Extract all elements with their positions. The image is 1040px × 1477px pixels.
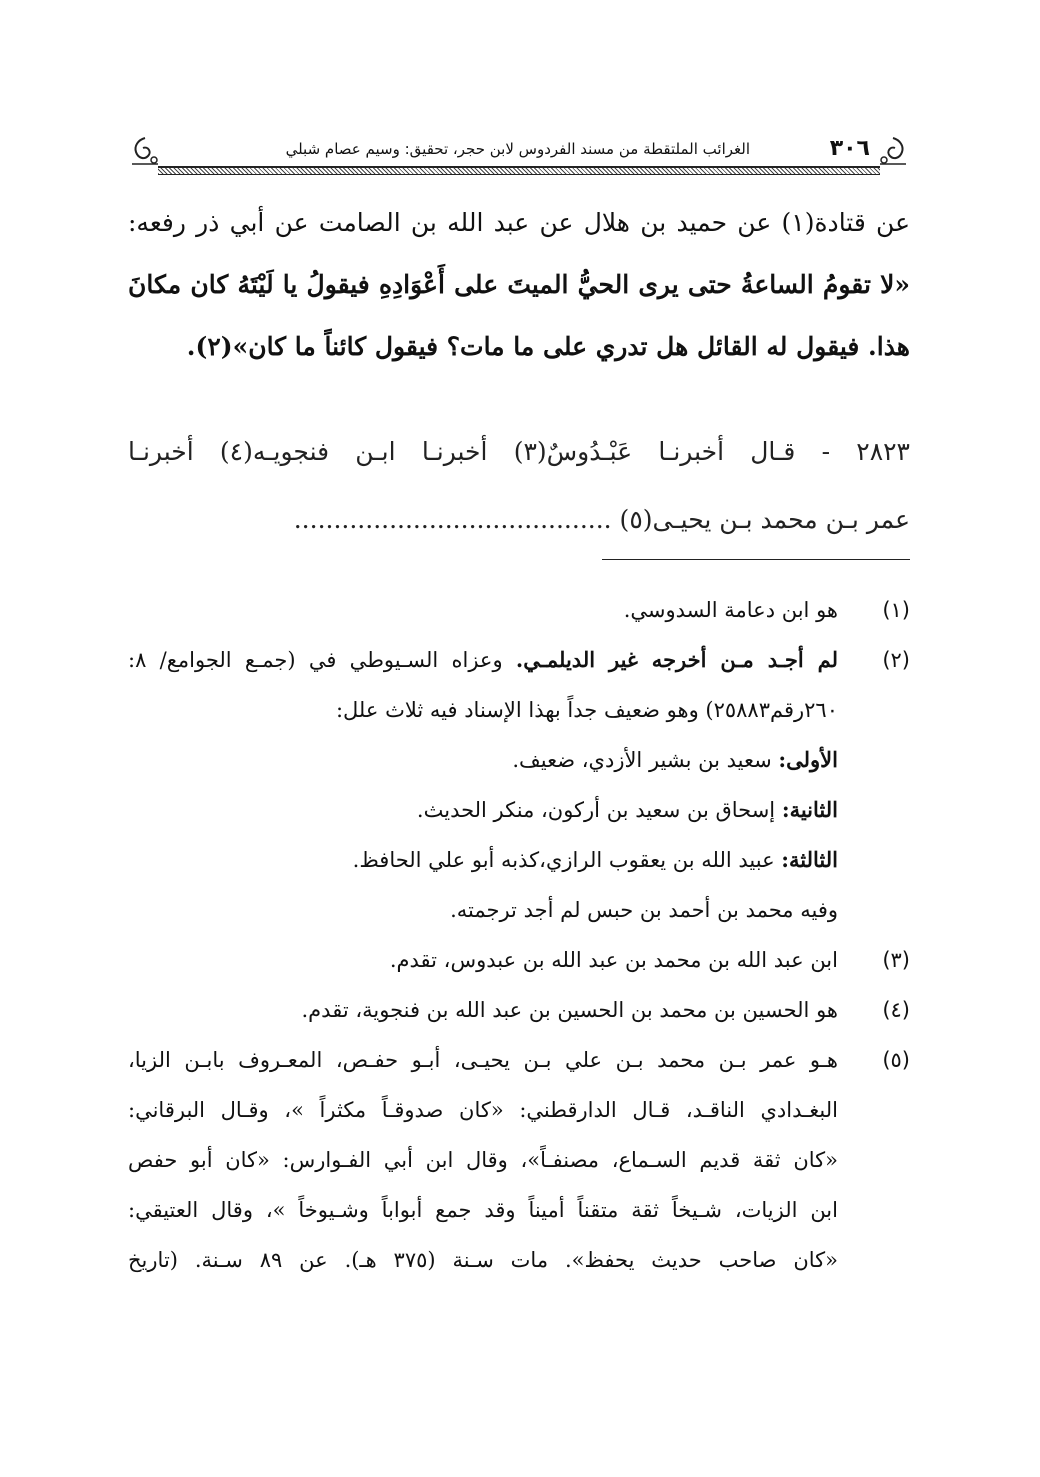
page-header: [128, 132, 910, 176]
footnote-number: (٢): [882, 648, 910, 672]
footnotes: [128, 585, 910, 1285]
footnote-line: الأولى: سعيد بن بشير الأزدي، ضعيف.: [512, 747, 838, 772]
footnote-number: (٤): [882, 998, 910, 1022]
footnote-5: [128, 1035, 910, 1285]
footnote-keyword: الثانية:: [781, 797, 838, 822]
footnote-line: هـو عمر بـن محمد بـن علي بـن يحيـى، أبـو حفـص، المعـروف بابـن الزيا،: [128, 1048, 838, 1072]
footnote-line: ٢٦٠رقم٢٥٨٨٣) وهو ضعيف جداً بهذا الإسناد فيه ثلاث علل:: [335, 698, 838, 722]
page-number: ٣٠٦: [829, 136, 870, 161]
footnote-line: «كان ثقة قديم السـماع، مصنفـاً»، وقال ابن أبي الفـوارس: «كان أبو حفص: [128, 1148, 838, 1172]
text-line-hadith: هذا. فيقول له القائل هل تدري على ما مات؟ فيقول كائناً ما كان»(٢).: [186, 332, 910, 361]
footnote-4: [128, 985, 910, 1035]
footnote-2: [128, 635, 910, 935]
hadith-text: [128, 192, 910, 378]
footnote-line: ابن عبد الله بن محمد بن عبد الله بن عبدوس، تقدم.: [389, 948, 838, 972]
footnote-line: الثالثة: عبيد الله بن يعقوب الرازي،كذبه أبو علي الحافظ.: [352, 847, 838, 872]
running-title: الغرائب الملتقطة من مسند الفردوس لابن حجر، تحقيق: وسيم عصام شبلي: [285, 140, 750, 158]
isnad-line: ٢٨٢٣ - قـال أخبرنـا عَبْـدُوسٌ(٣) أخبرنـا ابـن فنجويـه(٤) أخبرنـا: [128, 437, 910, 466]
footnote-keyword: الثالثة:: [781, 847, 838, 872]
footnote-line: ابن الزيات، شـيخاً ثقة متقناً أميناً وقد جمع أبواباً وشـيوخاً »، وقال العتيقي:: [128, 1198, 838, 1222]
footnote-1: [128, 585, 910, 635]
header-rule: [158, 166, 880, 175]
footnote-line: البغـدادي الناقـد، قـال الدارقطني: «كان صدوقـاً مكثراً »، وقـال البرقاني:: [128, 1098, 838, 1122]
footnote-keyword: لم أجـد مـن أخرجه غير الديلمـي.: [515, 647, 838, 672]
footnote-number: (٥): [882, 1048, 910, 1072]
footnote-line: «كان صاحب حديث يحفظ». مات سـنة (٣٧٥ هـ). عن ٨٩ سـنة. (تاريخ: [128, 1248, 838, 1272]
ornament-left-icon: [128, 134, 162, 168]
footnote-line: لم أجـد مـن أخرجه غير الديلمـي. وعزاه السـيوطي في (جمـع الجوامع/ ٨:: [128, 647, 838, 672]
text-line: عن قتادة(١) عن حميد بن هلال عن عبد الله بن الصامت عن أبي ذر رفعه:: [128, 208, 910, 237]
footnote-line: الثانية: إسحاق بن سعيد بن أركون، منكر الحديث.: [416, 797, 838, 822]
ornament-right-icon: [876, 134, 910, 168]
footnote-keyword: الأولى:: [778, 747, 838, 772]
footnote-number: (١): [882, 598, 910, 622]
footnote-line: وفيه محمد بن أحمد بن حبس لم أجد ترجمته.: [450, 898, 838, 922]
text-line-hadith: «لا تقومُ الساعةُ حتى يرى الحيُّ الميتَ على أَعْوَادِهِ فيقولُ يا لَيْتَهُ كان مكانَ: [128, 270, 910, 299]
footnote-number: (٣): [882, 948, 910, 972]
hadith-entry-2823: [128, 418, 910, 554]
footnote-line: هو الحسين بن محمد بن الحسين بن عبد الله بن فنجوية، تقدم.: [301, 998, 838, 1022]
footnote-line: هو ابن دعامة السدوسي.: [623, 598, 838, 622]
isnad-line: عمر بـن محمد بـن يحيـى(٥) ........................................: [293, 505, 910, 534]
footnote-separator: [602, 559, 910, 560]
footnote-3: [128, 935, 910, 985]
